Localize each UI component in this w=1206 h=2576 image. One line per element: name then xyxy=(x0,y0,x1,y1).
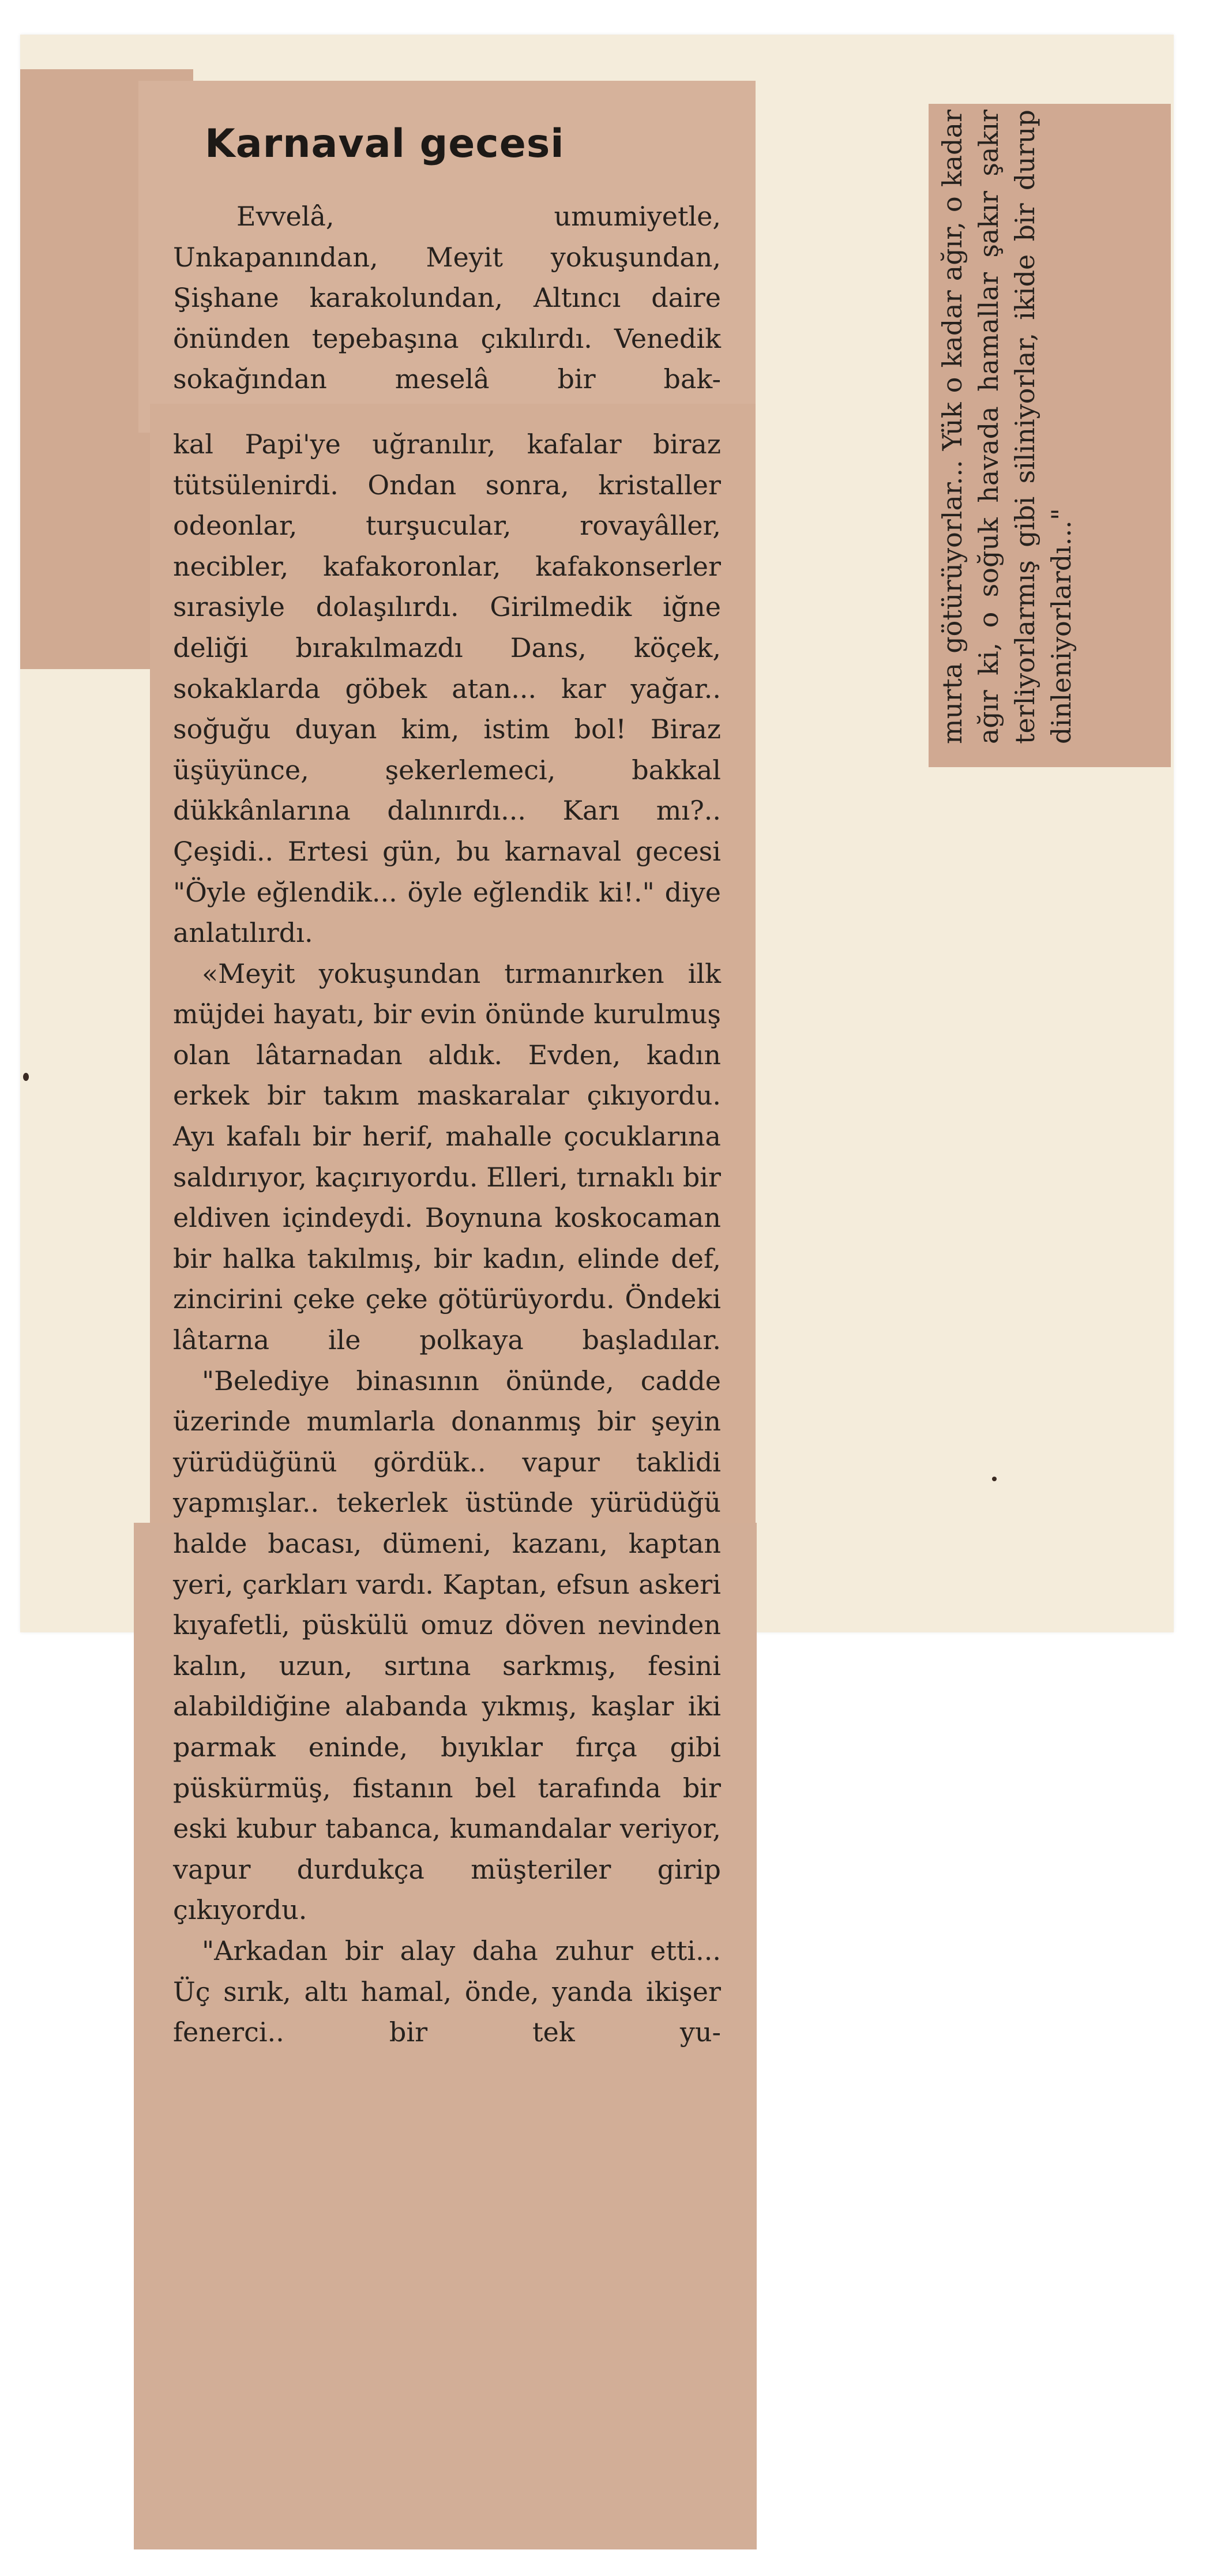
paragraph-1: Evvelâ, umumiyetle, Unkapanından, Meyit yokuşundan, Şişhane karakolundan, Altıncı daire önünden tepebaşına çıkılırdı. Venedik sokağından meselâ bir bak- xyxy=(173,201,721,395)
paragraph-2: kal Papi'ye uğranılır, kafalar biraz tütsülenirdi. Ondan sonra, kristaller odeonlar, turşucular, rovayâller, necibler, kafakoronlar, kafakonserler sırasiyle dolaşılırdı. Girilmedik iğne deliği bırakılmazdı Dans, köçek, sokaklarda göbek atan... kar yağar.. soğuğu duyan kim, istim bol! Biraz üşüyünce, şekerlemeci, bakkal dükkânlarına dalınırdı... Karı mı?.. Çeşidi.. Ertesi gün, bu karnaval gecesi "Öyle eğlendik... öyle eğlendik ki!." diye anlatılırdı. xyxy=(173,428,721,949)
paragraph-5: "Arkadan bir alay daha zuhur etti... Üç sırık, altı hamal, önde, yanda ikişer fenerci.. bir tek yu- xyxy=(173,1935,721,2048)
side-column-text: murta götürüyorlar... Yük o kadar ağır, o kadar ağır ki, o soğuk havada hamallar şakır şakır terliyorlarmış gibi siliniyorlar, ikide bir durup dinleniyorlardı..." xyxy=(937,110,1077,744)
paragraph-4: "Belediye binasının önünde, cadde üzerinde mumlarla donanmış bir şeyin yürüdüğünü gördük.. vapur taklidi yapmışlar.. tekerlek üstünde yürüdüğü halde bacası, dümeni, kazanı, kaptan yeri, çarkları vardı. Kaptan, efsun askeri kıyafetli, püskülü omuz döven nevinden kalın, uzun, sırtına sarkmış, fesini alabildiğine alabanda yıkmış, kaşlar iki parmak eninde, bıyıklar fırça gibi püskürmüş, fistanın bel tarafında bir eski kubur tabanca, kumandalar veriyor, vapur durdukça müşteriler girip çıkıyordu. xyxy=(173,1365,721,1926)
side-column xyxy=(934,110,1080,744)
paragraph-3: «Meyit yokuşundan tırmanırken ilk müjdei hayatı, bir evin önünde kurulmuş olan lâtarnadan aldık. Evden, kadın erkek bir takım maskaralar çıkıyordu. Ayı kafalı bir herif, mahalle çocuklarına saldırıyor, kaçırıyordu. Elleri, tırnaklı bir eldiven içindeydi. Boynuna koskocaman bir halka takılmış, bir kadın, elinde def, zincirini çeke çeke götürüyordu. Öndeki lâtarna ile polkaya başladılar. xyxy=(173,957,721,1356)
ink-speck xyxy=(992,1477,997,1481)
article-column xyxy=(173,196,721,2053)
ink-speck xyxy=(23,1073,29,1081)
headline: Karnaval gecesi xyxy=(205,121,565,167)
